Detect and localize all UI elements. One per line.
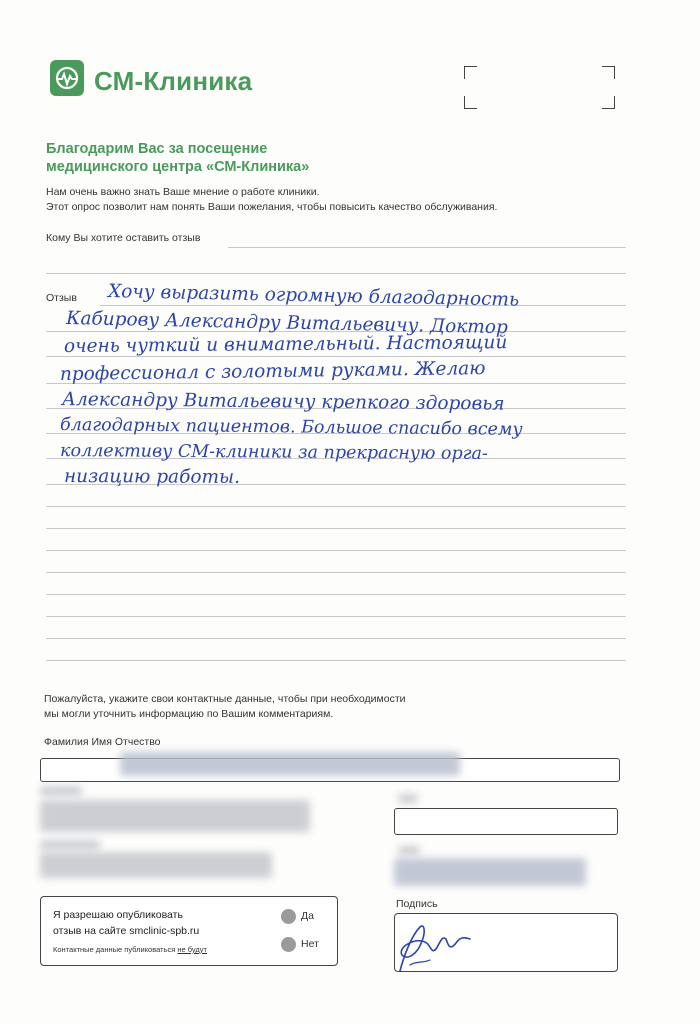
signature-mark [386,905,496,980]
consent-no-radio[interactable] [281,937,296,952]
intro-line-2: Этот опрос позволит нам понять Ваши пожелания, чтобы повысить качество обслуживания. [46,201,498,213]
review-line: очень чуткий и внимательный. Настоящий [63,332,508,357]
review-label: Отзыв [46,292,77,304]
redacted-label [398,794,418,803]
publish-consent-box [40,896,338,966]
contact-note-line-2: мы могли уточнить информацию по Вашим комментариям. [44,708,334,720]
consent-no-label: Нет [301,938,319,950]
brand-name: СМ-Клиника [94,66,253,96]
signature-label: Подпись [396,898,438,910]
date-field[interactable] [394,808,618,835]
review-line: коллективу СМ-клиники за прекрасную орга- [59,441,488,464]
redacted-date [394,858,586,886]
review-line: Александру Витальевичу крепкого здоровья [61,389,505,415]
intro-line-1: Нам очень важно знать Ваше мнение о работе клиники. [46,186,320,198]
redacted-label [40,786,82,796]
review-line: Кабирову Александру Витальевичу. Доктор [65,308,509,339]
review-line: профессионал с золотыми руками. Желаю [59,358,486,385]
title-line-2: медицинского центра «СМ-Клиника» [46,159,310,175]
consent-line-1: Я разрешаю опубликовать [53,909,183,921]
contact-note-line-1: Пожалуйста, укажите свои контактные данные, чтобы при необходимости [44,693,406,705]
contact-note [44,692,524,722]
redacted-label [40,840,100,850]
title-line-1: Благодарим Вас за посещение [46,141,268,157]
recipient-label: Кому Вы хотите оставить отзыв [46,232,201,244]
consent-note-emphasis: не будут [177,945,207,954]
name-label: Фамилия Имя Отчество [44,736,161,748]
consent-text [53,907,199,939]
consent-yes-label: Да [301,910,314,922]
review-line: благодарных пациентов. Большое спасибо всему [59,415,523,440]
consent-yes-radio[interactable] [281,909,296,924]
review-line: низацию работы. [63,466,241,488]
redacted-phone [40,800,310,832]
consent-note [53,945,207,954]
consent-note-text: Контактные данные публиковаться [53,945,178,954]
redacted-name [120,752,460,776]
consent-line-2: отзыв на сайте smclinic-spb.ru [53,925,200,937]
review-line: Хочу выразить огромную благодарность [107,281,520,311]
redacted-label [398,846,420,855]
redacted-email [40,852,272,878]
